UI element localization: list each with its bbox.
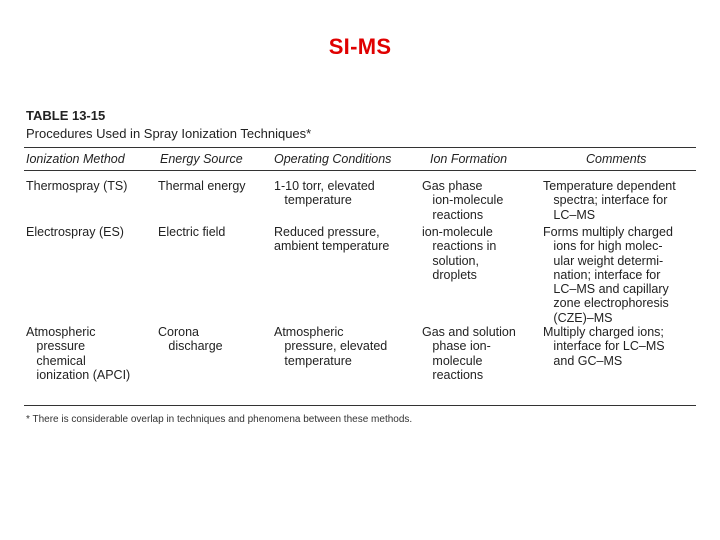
- cell-method: Electrospray (ES): [26, 225, 124, 239]
- header-comments: Comments: [586, 152, 647, 166]
- cell-ion-formation: Gas and solution phase ion- molecule reactions: [422, 325, 516, 382]
- cell-method: Thermospray (TS): [26, 179, 128, 193]
- cell-ion-formation: ion-molecule reactions in solution, droplets: [422, 225, 497, 282]
- cell-energy: Corona discharge: [158, 325, 223, 354]
- cell-energy: Thermal energy: [158, 179, 246, 193]
- cell-comments: Temperature dependent spectra; interface for LC–MS: [543, 179, 676, 222]
- cell-ion-formation: Gas phase ion-molecule reactions: [422, 179, 504, 222]
- cell-comments: Forms multiply charged ions for high molec- ular weight determi- nation; interface for LC–MS and capillary zone electrophoresis (CZE)–MS: [543, 225, 673, 325]
- header-ion-formation: Ion Formation: [430, 152, 508, 166]
- cell-energy: Electric field: [158, 225, 226, 239]
- cell-conditions: Reduced pressure, ambient temperature: [274, 225, 390, 254]
- header-energy-source: Energy Source: [160, 152, 243, 166]
- table-body: [24, 171, 696, 405]
- table-label: TABLE 13-15: [26, 108, 106, 123]
- cell-conditions: 1-10 torr, elevated temperature: [274, 179, 375, 208]
- bottom-rule: [24, 405, 696, 406]
- cell-comments: Multiply charged ions; interface for LC–MS and GC–MS: [543, 325, 665, 368]
- procedures-table: [24, 108, 696, 425]
- header-ionization-method: Ionization Method: [26, 152, 125, 166]
- table-footnote: * There is considerable overlap in techniques and phenomena between these methods.: [26, 414, 413, 425]
- cell-conditions: Atmospheric pressure, elevated temperature: [274, 325, 388, 368]
- table-caption: Procedures Used in Spray Ionization Techniques*: [26, 126, 312, 141]
- slide-title: SI-MS: [328, 34, 392, 59]
- header-row: [24, 148, 696, 170]
- cell-method: Atmospheric pressure chemical ionization (APCI): [26, 325, 131, 382]
- header-operating-conditions: Operating Conditions: [274, 152, 392, 166]
